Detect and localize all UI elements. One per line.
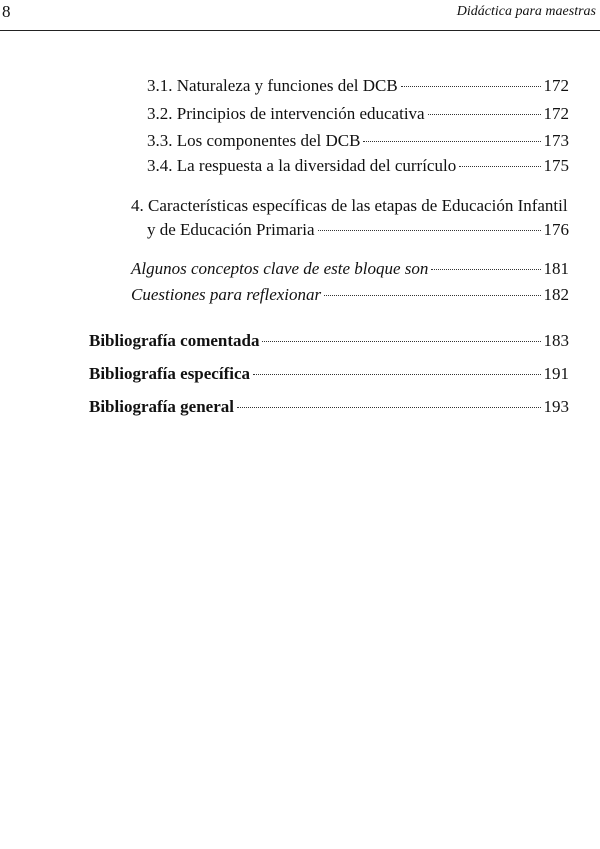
toc-entry-label: Bibliografía específica	[89, 364, 251, 383]
leader-dots	[253, 374, 540, 375]
toc-entry-bibliografia-comentada	[89, 331, 569, 351]
leader-dots	[363, 141, 540, 142]
toc-entry-conceptos	[131, 259, 569, 279]
toc-entry-page: 172	[543, 104, 569, 123]
toc-entry-label: y de Educación Primaria	[147, 220, 315, 239]
toc-entry-label: 3.4. La respuesta a la diversidad del currículo	[147, 156, 457, 175]
leader-dots	[324, 295, 540, 296]
leader-dots	[318, 230, 541, 231]
toc-entry-label: 3.1. Naturaleza y funciones del DCB	[147, 76, 398, 95]
toc-entry-4-line1	[131, 196, 571, 216]
toc-entry-cuestiones	[131, 285, 569, 305]
leader-dots	[459, 166, 540, 167]
toc-entry-label: 3.2. Principios de intervención educativa	[147, 104, 425, 123]
toc-entry-label: Algunos conceptos clave de este bloque son	[131, 259, 429, 278]
toc-entry-label: Bibliografía comentada	[89, 331, 260, 350]
toc-entry-page: 183	[543, 331, 569, 350]
toc-entry-4	[147, 220, 569, 240]
leader-dots	[428, 114, 541, 115]
toc-entry-page: 176	[543, 220, 569, 239]
toc-entry-label: 4. Características específicas de las etapas de Educación Infantil	[131, 196, 568, 215]
toc-entry-page: 175	[543, 156, 569, 175]
toc-entry-page: 181	[543, 259, 569, 278]
toc-entry-page: 191	[543, 364, 569, 383]
leader-dots	[401, 86, 541, 87]
toc-entry-3-3	[147, 131, 569, 151]
leader-dots	[237, 407, 541, 408]
toc-entry-page: 182	[543, 285, 569, 304]
leader-dots	[262, 341, 540, 342]
toc-entry-3-2	[147, 104, 569, 124]
toc-entry-label: Cuestiones para reflexionar	[131, 285, 322, 304]
toc-entry-3-1	[147, 76, 569, 96]
page-number: 8	[2, 2, 11, 21]
leader-dots	[431, 269, 540, 270]
toc-entry-label: 3.3. Los componentes del DCB	[147, 131, 361, 150]
toc-entry-page: 172	[543, 76, 569, 95]
running-title: Didáctica para maestras	[456, 4, 596, 19]
toc-entry-bibliografia-especifica	[89, 364, 569, 384]
toc-entry-label: Bibliografía general	[89, 397, 234, 416]
toc-entry-page: 173	[543, 131, 569, 150]
toc-entry-page: 193	[543, 397, 569, 416]
toc-entry-bibliografia-general	[89, 397, 569, 417]
toc-entry-3-4	[147, 156, 569, 176]
